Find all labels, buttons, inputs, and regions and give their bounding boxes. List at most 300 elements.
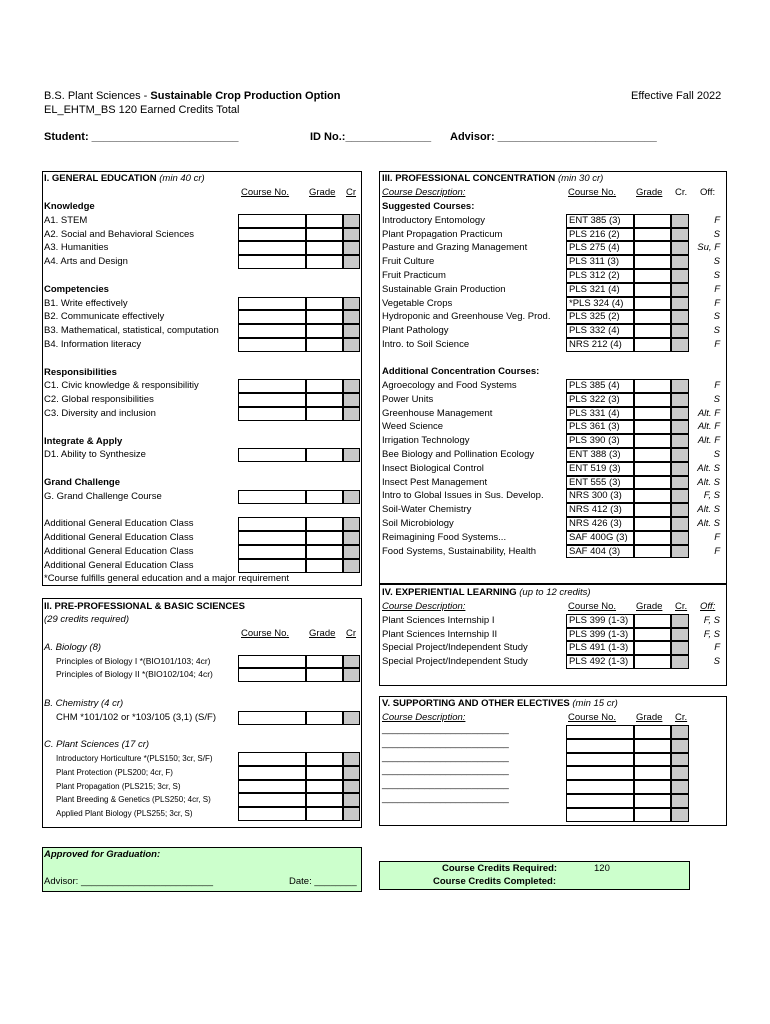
suggested-offered: F xyxy=(714,214,720,226)
credit-input[interactable] xyxy=(671,283,689,297)
pre-prof-subtitle: (29 credits required) xyxy=(44,614,130,625)
grade-input[interactable] xyxy=(306,545,343,559)
gen-ed-requirement: C2. Global responsibilities xyxy=(44,394,154,406)
experiential-course-name: Plant Sciences Internship II xyxy=(382,628,498,640)
credit-input[interactable] xyxy=(671,420,689,434)
additional-offered: Alt. S xyxy=(697,462,720,474)
suggested-course-code: PLS 321 (4) xyxy=(566,283,634,297)
course-no-input[interactable] xyxy=(238,711,306,725)
credit-input[interactable] xyxy=(671,462,689,476)
additional-course-name: Agroecology and Food Systems xyxy=(382,380,517,391)
grade-input[interactable] xyxy=(634,766,671,780)
exp-col-off: Off: xyxy=(700,601,716,612)
gen-ed-requirement: D1. Ability to Synthesize xyxy=(44,449,146,461)
gen-ed-requirement: B4. Information literacy xyxy=(44,339,142,350)
additional-course-code: SAF 404 (3) xyxy=(566,545,634,559)
sup-col-cr: Cr. xyxy=(675,712,688,723)
credit-input[interactable] xyxy=(671,324,689,338)
grade-input[interactable] xyxy=(634,655,671,669)
grade-input[interactable] xyxy=(634,780,671,794)
credit-input[interactable] xyxy=(343,379,360,393)
grade-input[interactable] xyxy=(306,310,343,324)
credit-input[interactable] xyxy=(671,476,689,490)
gen-ed-requirement: B2. Communicate effectively xyxy=(44,311,165,323)
grade-input[interactable] xyxy=(634,420,671,434)
course-no-input[interactable] xyxy=(238,517,306,531)
course-no-input[interactable] xyxy=(238,668,306,682)
credit-input[interactable] xyxy=(343,310,360,324)
additional-course-code: NRS 300 (3) xyxy=(566,489,634,503)
credits-required-label: Course Credits Required: xyxy=(442,863,558,874)
program-prefix: B.S. Plant Sciences - xyxy=(44,90,151,102)
grade-input[interactable] xyxy=(634,641,671,655)
credit-input[interactable] xyxy=(671,628,689,642)
credit-input[interactable] xyxy=(671,794,689,808)
course-no-input[interactable] xyxy=(566,808,634,822)
gen-ed-requirement: C3. Diversity and inclusion xyxy=(44,408,156,419)
additional-course-code: SAF 400G (3) xyxy=(566,531,634,545)
gen-ed-requirement: A4. Arts and Design xyxy=(44,256,128,268)
gen-ed-requirement: B1. Write effectively xyxy=(44,297,128,309)
pre-prof-col-grade: Grade xyxy=(309,628,336,639)
gen-ed-group-title: Knowledge xyxy=(44,201,95,212)
experiential-offered: F, S xyxy=(703,614,720,626)
additional-course-code: NRS 426 (3) xyxy=(566,517,634,531)
suggested-offered: F xyxy=(714,297,720,309)
suggested-offered: S xyxy=(713,311,720,323)
additional-offered: F xyxy=(714,380,720,391)
credit-input[interactable] xyxy=(343,752,360,766)
credit-input[interactable] xyxy=(671,241,689,255)
suggested-course-code: PLS 312 (2) xyxy=(566,269,634,283)
course-no-input[interactable] xyxy=(566,794,634,808)
pre-prof-title: II. PRE-PROFESSIONAL & BASIC SCIENCES xyxy=(44,601,245,612)
credit-input[interactable] xyxy=(343,338,360,352)
credit-input[interactable] xyxy=(671,297,689,311)
grade-input[interactable] xyxy=(634,407,671,421)
exp-col-cr: Cr. xyxy=(675,601,688,612)
effective-date: Effective Fall 2022 xyxy=(631,90,722,102)
additional-offered: S xyxy=(713,393,720,405)
credit-input[interactable] xyxy=(671,407,689,421)
grade-input[interactable] xyxy=(634,297,671,311)
credit-input[interactable] xyxy=(671,641,689,655)
course-no-input[interactable] xyxy=(238,393,306,407)
grade-input[interactable] xyxy=(634,808,671,822)
credit-input[interactable] xyxy=(671,739,689,753)
grade-input[interactable] xyxy=(634,283,671,297)
credit-input[interactable] xyxy=(343,517,360,531)
experiential-offered: F xyxy=(714,642,720,654)
gen-ed-col-grade: Grade xyxy=(309,187,336,198)
credit-input[interactable] xyxy=(671,655,689,669)
grade-input[interactable] xyxy=(634,228,671,242)
course-no-input[interactable] xyxy=(238,379,306,393)
program-option: Sustainable Crop Production Option xyxy=(150,90,341,102)
suggested-offered: S xyxy=(713,228,720,240)
additional-course-name: Intro to Global Issues in Sus. Develop. xyxy=(382,490,544,502)
pre-prof-group-title: C. Plant Sciences (17 cr) xyxy=(44,739,150,750)
credit-input[interactable] xyxy=(671,780,689,794)
grade-input[interactable] xyxy=(634,614,671,628)
elective-description-input[interactable]: ________________________ xyxy=(382,793,509,804)
credit-input[interactable] xyxy=(343,241,360,255)
credit-input[interactable] xyxy=(671,766,689,780)
grade-input[interactable] xyxy=(306,379,343,393)
approval-advisor[interactable]: Advisor: _________________________ xyxy=(44,876,214,887)
suggested-offered: S xyxy=(713,325,720,337)
suggested-title: Suggested Courses: xyxy=(382,201,475,212)
sup-title: V. SUPPORTING AND OTHER ELECTIVES (min 15 cr) xyxy=(382,698,618,709)
prof-col-desc: Course Description: xyxy=(382,187,466,198)
credit-input[interactable] xyxy=(343,324,360,338)
course-no-input[interactable] xyxy=(238,490,306,504)
grade-input[interactable] xyxy=(634,324,671,338)
course-no-input[interactable] xyxy=(238,766,306,780)
course-no-input[interactable] xyxy=(238,228,306,242)
grade-input[interactable] xyxy=(634,269,671,283)
prof-col-course: Course No. xyxy=(568,187,617,198)
course-no-input[interactable] xyxy=(238,780,306,794)
pre-prof-group-title: A. Biology (8) xyxy=(44,642,102,653)
grade-input[interactable] xyxy=(634,214,671,228)
credits-required-value: 120 xyxy=(594,863,610,874)
credit-input[interactable] xyxy=(343,559,360,573)
grade-input[interactable] xyxy=(634,462,671,476)
grade-input[interactable] xyxy=(306,338,343,352)
additional-offered: Alt. F xyxy=(697,421,720,433)
additional-course-name: Food Systems, Sustainability, Health xyxy=(382,545,537,557)
suggested-course-code: PLS 216 (2) xyxy=(566,228,634,242)
experiential-offered: S xyxy=(713,656,720,668)
suggested-course-name: Pasture and Grazing Management xyxy=(382,242,528,254)
gen-ed-group-title: Responsibilities xyxy=(44,366,117,378)
credit-input[interactable] xyxy=(343,766,360,780)
experiential-offered: F, S xyxy=(703,628,720,640)
additional-course-code: PLS 361 (3) xyxy=(566,420,634,434)
gen-ed-title: I. GENERAL EDUCATION (min 40 cr) xyxy=(44,173,205,184)
grade-input[interactable] xyxy=(634,310,671,324)
grade-input[interactable] xyxy=(306,711,343,725)
approval-date[interactable]: Date: ________ xyxy=(289,876,357,887)
sup-col-desc: Course Description: xyxy=(382,712,466,723)
additional-offered: S xyxy=(713,449,720,460)
credit-input[interactable] xyxy=(343,545,360,559)
gen-ed-col-course: Course No. xyxy=(241,187,290,198)
gen-ed-requirement: A2. Social and Behavioral Sciences xyxy=(44,228,194,240)
credit-input[interactable] xyxy=(343,668,360,682)
course-no-input[interactable] xyxy=(238,752,306,766)
elective-description-input[interactable]: ________________________ xyxy=(382,724,509,735)
suggested-course-name: Hydroponic and Greenhouse Veg. Prod. xyxy=(382,311,551,323)
additional-course-name: Weed Science xyxy=(382,421,444,433)
course-no-input[interactable] xyxy=(566,766,634,780)
exp-title: IV. EXPERIENTIAL LEARNING (up to 12 credits) xyxy=(382,587,591,598)
credit-input[interactable] xyxy=(671,614,689,628)
additional-course-code: PLS 390 (3) xyxy=(566,434,634,448)
grade-input[interactable] xyxy=(306,407,343,421)
pre-prof-course: Plant Propagation (PLS215; 3cr, S) xyxy=(56,781,181,791)
grade-input[interactable] xyxy=(634,517,671,531)
id-field[interactable]: ID No.:______________ xyxy=(310,131,432,143)
suggested-course-name: Plant Propagation Practicum xyxy=(382,228,503,240)
grade-input[interactable] xyxy=(306,228,343,242)
grade-input[interactable] xyxy=(306,241,343,255)
course-no-input[interactable] xyxy=(566,780,634,794)
grade-input[interactable] xyxy=(306,752,343,766)
exp-col-desc: Course Description: xyxy=(382,601,466,612)
credit-input[interactable] xyxy=(343,711,360,725)
grade-input[interactable] xyxy=(306,490,343,504)
credit-input[interactable] xyxy=(671,531,689,545)
suggested-course-name: Fruit Culture xyxy=(382,256,435,268)
experiential-course-name: Special Project/Independent Study xyxy=(382,656,528,668)
additional-course-name: Bee Biology and Pollination Ecology xyxy=(382,449,535,460)
elective-description-input[interactable]: ________________________ xyxy=(382,779,509,791)
suggested-course-code: ENT 385 (3) xyxy=(566,214,634,228)
grade-input[interactable] xyxy=(634,794,671,808)
course-no-input[interactable] xyxy=(238,655,306,669)
suggested-course-code: PLS 325 (2) xyxy=(566,310,634,324)
suggested-course-code: *PLS 324 (4) xyxy=(566,297,634,311)
pre-prof-course: Applied Plant Biology (PLS255; 3cr, S) xyxy=(56,809,193,819)
additional-course-code: PLS 331 (4) xyxy=(566,407,634,421)
course-no-input[interactable] xyxy=(238,241,306,255)
prof-col-off: Off: xyxy=(700,187,716,198)
pre-prof-course: Introductory Horticulture *(PLS150; 3cr, S/F) xyxy=(56,754,213,763)
prof-title: III. PROFESSIONAL CONCENTRATION (min 30 cr) xyxy=(382,173,604,184)
credit-input[interactable] xyxy=(343,228,360,242)
grade-input[interactable] xyxy=(306,517,343,531)
additional-course-name: Insect Biological Control xyxy=(382,462,484,474)
additional-course-code: PLS 322 (3) xyxy=(566,393,634,407)
additional-offered: F, S xyxy=(703,490,720,502)
course-no-input[interactable] xyxy=(238,214,306,228)
grade-input[interactable] xyxy=(634,725,671,739)
credit-input[interactable] xyxy=(671,214,689,228)
prof-col-cr: Cr. xyxy=(675,187,688,198)
pre-prof-course: Plant Breeding & Genetics (PLS250; 4cr, S) xyxy=(56,795,211,805)
credit-input[interactable] xyxy=(671,228,689,242)
gen-ed-requirement: Additional General Education Class xyxy=(44,532,194,544)
credit-input[interactable] xyxy=(343,531,360,545)
grade-input[interactable] xyxy=(306,559,343,573)
credit-input[interactable] xyxy=(343,407,360,421)
grade-input[interactable] xyxy=(634,434,671,448)
suggested-course-code: PLS 311 (3) xyxy=(566,255,634,269)
gen-ed-group-title: Integrate & Apply xyxy=(44,435,123,447)
additional-offered: Alt. F xyxy=(697,407,720,419)
suggested-course-code: PLS 275 (4) xyxy=(566,241,634,255)
credit-input[interactable] xyxy=(671,517,689,531)
course-no-input[interactable] xyxy=(238,545,306,559)
experiential-course-code: PLS 399 (1-3) xyxy=(566,628,634,642)
grade-input[interactable] xyxy=(306,255,343,269)
grade-input[interactable] xyxy=(306,393,343,407)
credit-input[interactable] xyxy=(671,338,689,352)
credit-input[interactable] xyxy=(671,489,689,503)
grade-input[interactable] xyxy=(634,739,671,753)
course-no-input[interactable] xyxy=(238,531,306,545)
additional-offered: Alt. S xyxy=(697,504,720,516)
additional-course-name: Power Units xyxy=(382,393,434,405)
pre-prof-course: Principles of Biology I *(BIO101/103; 4cr) xyxy=(56,655,211,666)
grade-input[interactable] xyxy=(634,241,671,255)
credits-completed-label: Course Credits Completed: xyxy=(433,876,556,887)
pre-prof-group-title: B. Chemistry (4 cr) xyxy=(44,698,124,709)
additional-course-name: Greenhouse Management xyxy=(382,407,493,419)
gen-ed-requirement: A3. Humanities xyxy=(44,242,109,254)
gen-ed-requirement: A1. STEM xyxy=(44,214,88,226)
credit-input[interactable] xyxy=(671,725,689,739)
grade-input[interactable] xyxy=(306,780,343,794)
additional-title: Additional Concentration Courses: xyxy=(382,366,540,377)
suggested-course-name: Introductory Entomology xyxy=(382,214,485,226)
additional-course-name: Reimagining Food Systems... xyxy=(382,531,507,543)
gen-ed-requirement: Additional General Education Class xyxy=(44,518,194,530)
credit-input[interactable] xyxy=(343,807,360,821)
credit-input[interactable] xyxy=(343,793,360,807)
grade-input[interactable] xyxy=(634,531,671,545)
pre-prof-col-course: Course No. xyxy=(241,628,290,639)
grade-input[interactable] xyxy=(306,793,343,807)
experiential-course-code: PLS 491 (1-3) xyxy=(566,641,634,655)
course-no-input[interactable] xyxy=(238,807,306,821)
student-field[interactable]: Student: ________________________ xyxy=(44,131,239,143)
grade-input[interactable] xyxy=(634,448,671,462)
grade-input[interactable] xyxy=(306,214,343,228)
credit-input[interactable] xyxy=(343,448,360,462)
suggested-course-name: Sustainable Grain Production xyxy=(382,283,506,295)
suggested-course-name: Intro. to Soil Science xyxy=(382,339,470,350)
additional-offered: F xyxy=(714,531,720,543)
course-no-input[interactable] xyxy=(238,310,306,324)
credit-input[interactable] xyxy=(343,297,360,311)
grade-input[interactable] xyxy=(306,297,343,311)
credit-input[interactable] xyxy=(671,448,689,462)
gen-ed-group-title: Competencies xyxy=(44,283,109,295)
course-no-input[interactable] xyxy=(566,725,634,739)
grade-input[interactable] xyxy=(634,503,671,517)
suggested-offered: Su, F xyxy=(697,242,720,254)
credit-input[interactable] xyxy=(343,490,360,504)
pre-prof-course: Plant Protection (PLS200; 4cr, F) xyxy=(56,767,173,777)
suggested-offered: S xyxy=(713,270,720,281)
grade-input[interactable] xyxy=(306,324,343,338)
credit-input[interactable] xyxy=(671,434,689,448)
grade-input[interactable] xyxy=(306,668,343,682)
exp-col-course: Course No. xyxy=(568,601,617,612)
gen-ed-requirement: C1. Civic knowledge & responsibilitiy xyxy=(44,380,199,392)
elective-description-input[interactable]: ________________________ xyxy=(382,737,509,749)
course-no-input[interactable] xyxy=(238,448,306,462)
course-no-input[interactable] xyxy=(238,407,306,421)
suggested-offered: S xyxy=(713,256,720,268)
suggested-course-name: Vegetable Crops xyxy=(382,297,453,309)
course-no-input[interactable] xyxy=(238,324,306,338)
gen-ed-requirement: G. Grand Challenge Course xyxy=(44,490,162,502)
suggested-offered: F xyxy=(714,339,720,350)
credit-input[interactable] xyxy=(343,780,360,794)
grade-input[interactable] xyxy=(634,753,671,767)
experiential-course-code: PLS 492 (1-3) xyxy=(566,655,634,669)
grade-input[interactable] xyxy=(306,807,343,821)
grade-input[interactable] xyxy=(306,655,343,669)
grade-input[interactable] xyxy=(634,393,671,407)
credit-input[interactable] xyxy=(671,393,689,407)
credit-input[interactable] xyxy=(671,255,689,269)
grade-input[interactable] xyxy=(306,448,343,462)
gen-ed-footnote: *Course fulfills general education and a major requirement xyxy=(44,573,290,584)
grade-input[interactable] xyxy=(634,476,671,490)
experiential-course-name: Special Project/Independent Study xyxy=(382,642,528,654)
credit-input[interactable] xyxy=(343,655,360,669)
additional-course-code: PLS 385 (4) xyxy=(566,379,634,393)
credit-input[interactable] xyxy=(671,379,689,393)
gen-ed-requirement: Additional General Education Class xyxy=(44,546,194,557)
additional-offered: Alt. S xyxy=(697,518,720,529)
suggested-course-name: Plant Pathology xyxy=(382,325,449,337)
course-no-input[interactable] xyxy=(238,793,306,807)
credit-input[interactable] xyxy=(671,269,689,283)
course-no-input[interactable] xyxy=(238,297,306,311)
program-title xyxy=(44,90,340,102)
credit-input[interactable] xyxy=(343,393,360,407)
pre-prof-course: CHM *101/102 or *103/105 (3,1) (S/F) xyxy=(56,711,216,723)
grade-input[interactable] xyxy=(634,255,671,269)
credit-input[interactable] xyxy=(671,503,689,517)
additional-offered: Alt. F xyxy=(697,435,720,447)
credit-input[interactable] xyxy=(671,310,689,324)
sup-col-grade: Grade xyxy=(636,712,663,723)
additional-course-name: Soil-Water Chemistry xyxy=(382,504,472,516)
grade-input[interactable] xyxy=(634,628,671,642)
grade-input[interactable] xyxy=(634,489,671,503)
grade-input[interactable] xyxy=(306,766,343,780)
additional-course-name: Insect Pest Management xyxy=(382,476,488,488)
prof-col-grade: Grade xyxy=(636,187,663,198)
additional-course-code: ENT 555 (3) xyxy=(566,476,634,490)
suggested-course-code: PLS 332 (4) xyxy=(566,324,634,338)
grade-input[interactable] xyxy=(634,545,671,559)
gen-ed-requirement: B3. Mathematical, statistical, computation xyxy=(44,325,219,337)
grade-input[interactable] xyxy=(634,379,671,393)
additional-course-name: Soil Microbiology xyxy=(382,518,454,529)
course-no-input[interactable] xyxy=(238,559,306,573)
gen-ed-col-cr: Cr xyxy=(346,187,357,198)
additional-course-code: ENT 388 (3) xyxy=(566,448,634,462)
credit-input[interactable] xyxy=(671,753,689,767)
elective-description-input[interactable]: ________________________ xyxy=(382,751,509,763)
additional-course-name: Irrigation Technology xyxy=(382,435,470,447)
course-no-input[interactable] xyxy=(566,739,634,753)
credit-input[interactable] xyxy=(671,545,689,559)
additional-course-code: ENT 519 (3) xyxy=(566,462,634,476)
credit-input[interactable] xyxy=(671,808,689,822)
suggested-course-code: NRS 212 (4) xyxy=(566,338,634,352)
gen-ed-requirement: Additional General Education Class xyxy=(44,559,194,571)
course-no-input[interactable] xyxy=(238,255,306,269)
course-no-input[interactable] xyxy=(238,338,306,352)
sup-col-course: Course No. xyxy=(568,712,617,723)
course-no-input[interactable] xyxy=(566,753,634,767)
elective-description-input[interactable]: ________________________ xyxy=(382,765,509,777)
credit-input[interactable] xyxy=(343,255,360,269)
advisor-field[interactable]: Advisor: __________________________ xyxy=(450,131,657,143)
grade-input[interactable] xyxy=(306,531,343,545)
grade-input[interactable] xyxy=(634,338,671,352)
credit-input[interactable] xyxy=(343,214,360,228)
